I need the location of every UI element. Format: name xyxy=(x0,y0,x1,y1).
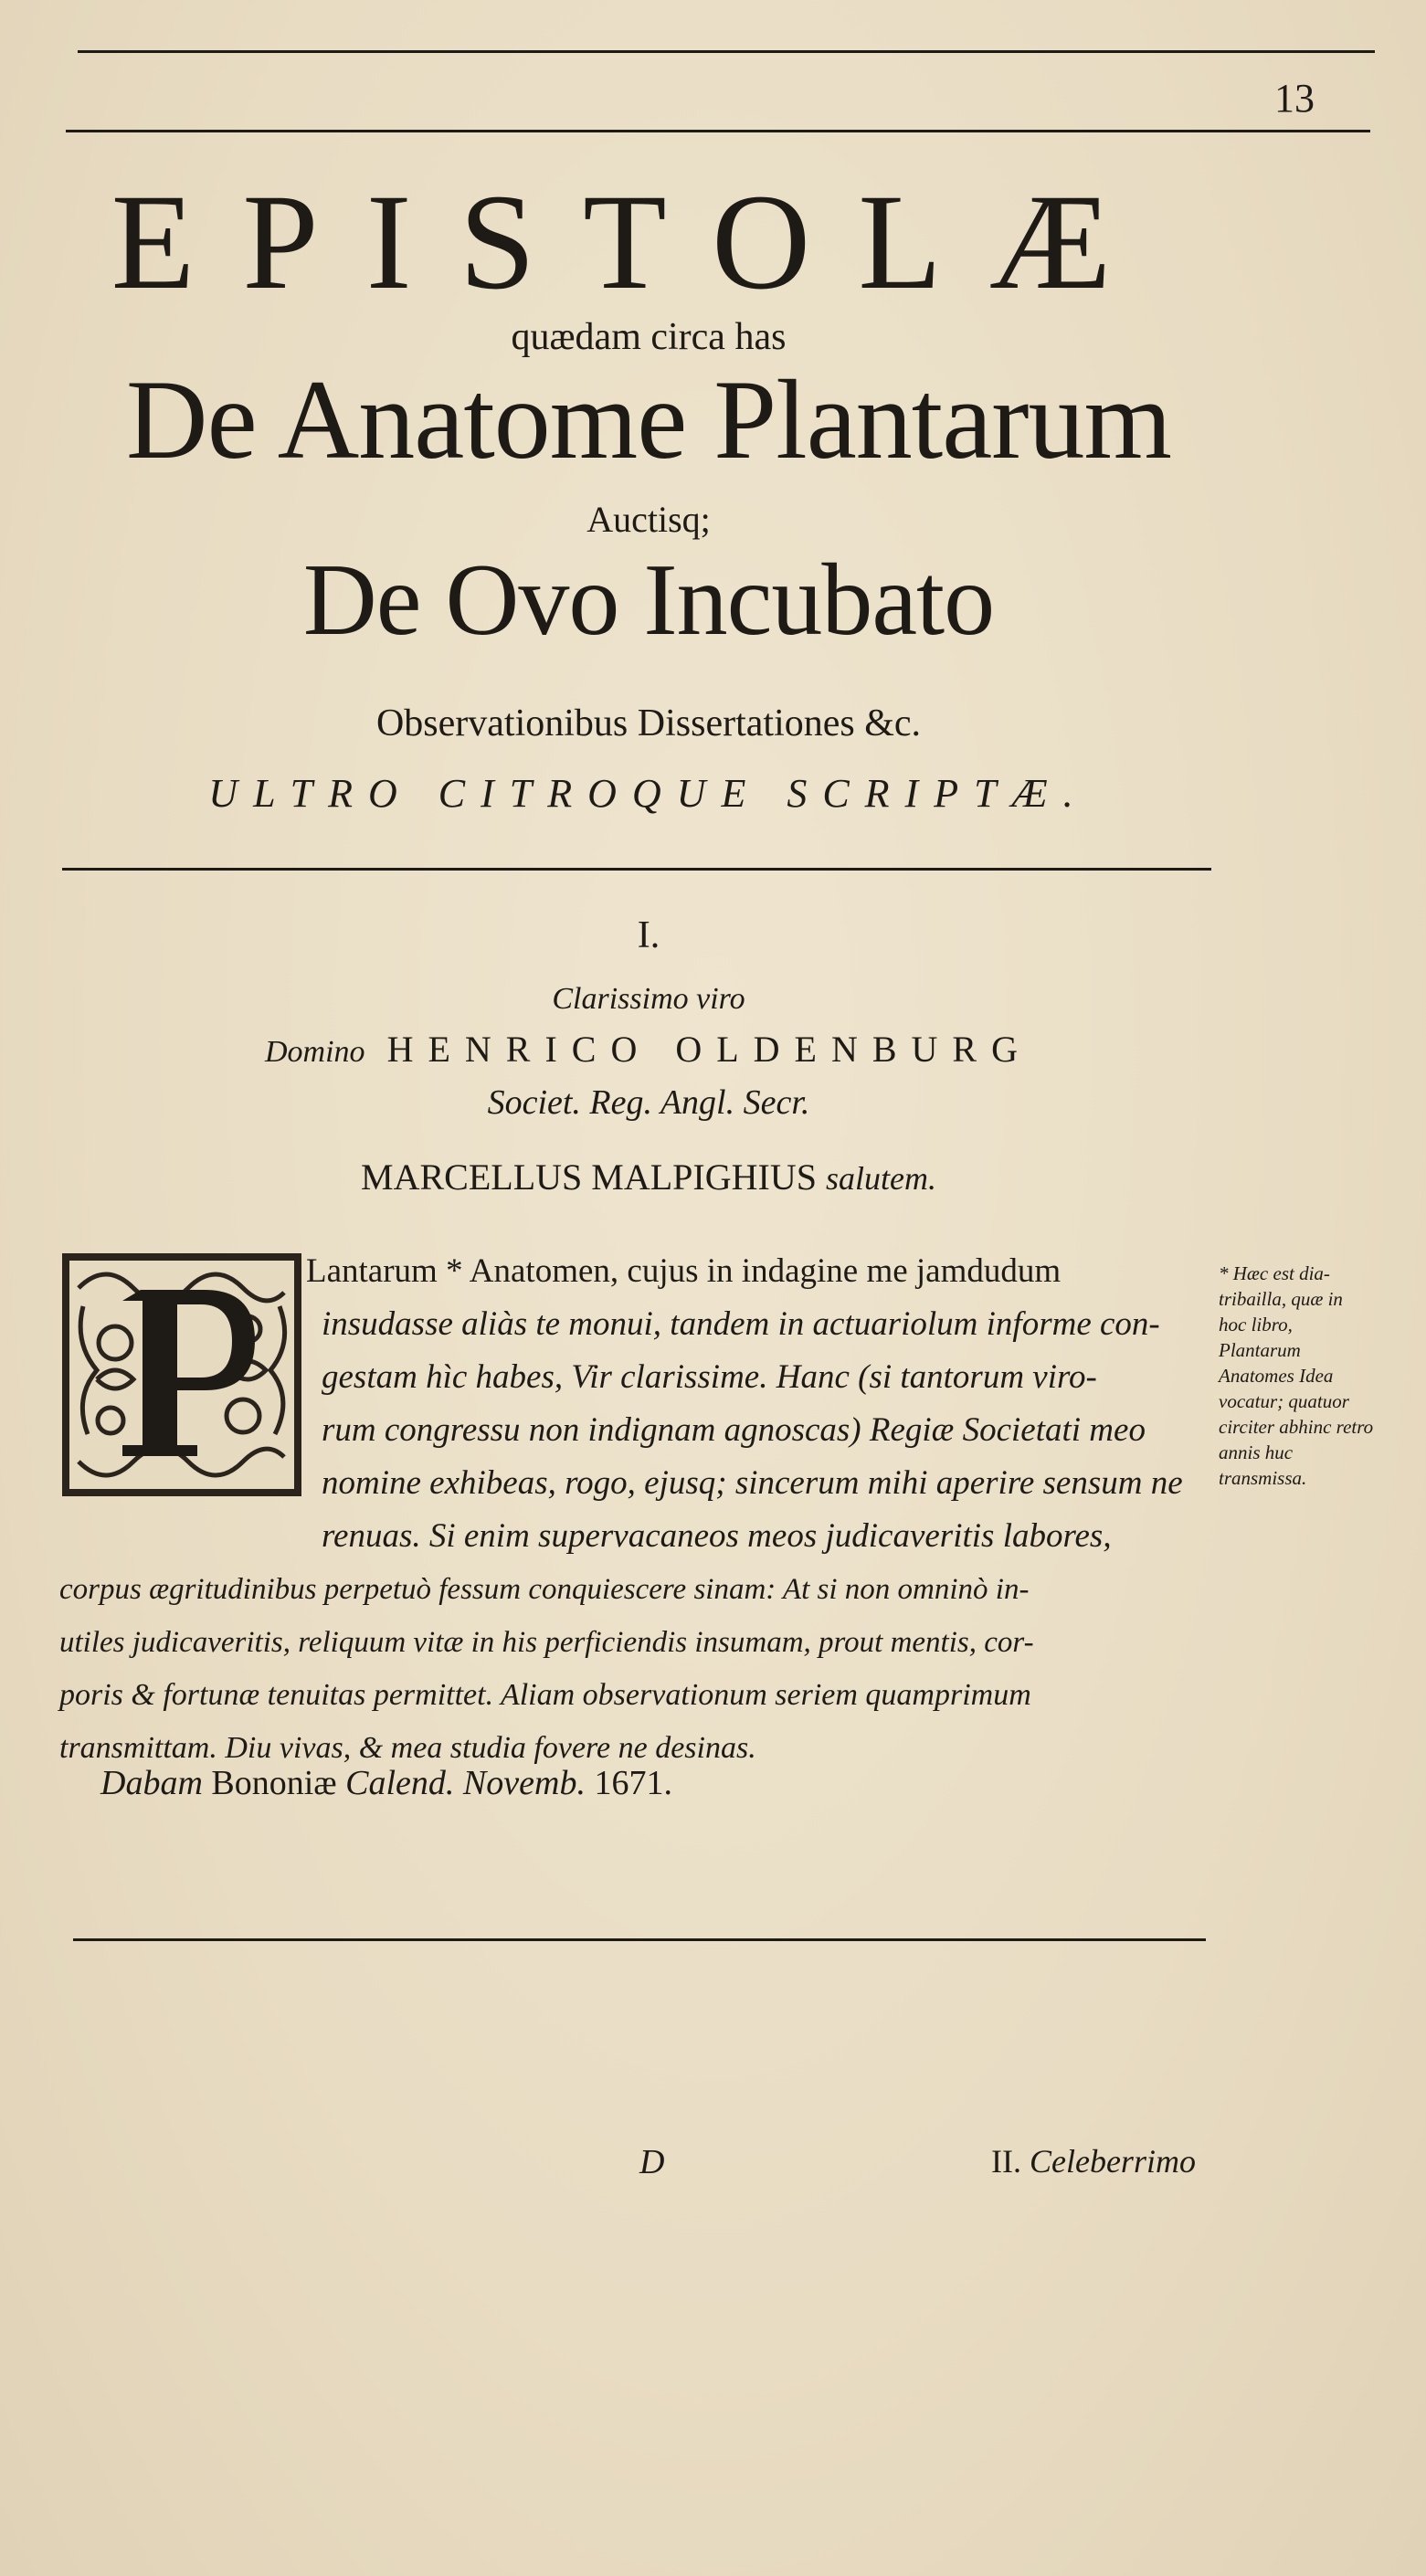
top-rule-upper xyxy=(78,50,1375,53)
catchword xyxy=(991,2142,1196,2180)
letter-numeral: I. xyxy=(637,914,660,956)
decorated-dropcap-p xyxy=(60,1251,303,1498)
title-separator-rule xyxy=(62,868,1211,871)
greeting-name: MARCELLUS MALPIGHIUS xyxy=(361,1156,817,1198)
title-ovo-incubato: De Ovo Incubato xyxy=(302,544,995,657)
body-line-6: renuas. Si enim supervacaneos meos judicaveritis labores, xyxy=(322,1517,1112,1555)
subtitle-ultro-citroque: ULTRO CITROQUE SCRIPTÆ. xyxy=(208,771,1089,816)
title-anatome-plantarum: De Anatome Plantarum xyxy=(126,357,1171,482)
body-line-5: nomine exhibeas, rogo, ejusq; sincerum mihi aperire sensum ne xyxy=(322,1464,1183,1502)
address-name: HENRICO OLDENBURG xyxy=(386,1029,1032,1070)
greeting-line xyxy=(0,1156,1297,1198)
body-line-7: corpus ægritudinibus perpetuò fessum conquiescere sinam: At si non omninò in- xyxy=(59,1573,1030,1606)
signature-mark: D xyxy=(639,2143,665,2181)
date-year: 1671. xyxy=(594,1764,672,1802)
address-line-1: Clarissimo viro xyxy=(552,982,745,1016)
body-line-4: rum congressu non indignam agnoscas) Regiæ Societati meo xyxy=(322,1411,1146,1449)
body-line-8: utiles judicaveritis, reliquum vitæ in his perficiendis insumam, prout mentis, cor- xyxy=(59,1626,1034,1659)
page-number: 13 xyxy=(1274,76,1315,121)
title-epistolae: EPISTOLÆ xyxy=(111,166,1159,318)
catchword-numeral: II. xyxy=(991,2143,1021,2180)
body-line-3: gestam hìc habes, Vir clarissime. Hanc (si tantorum viro- xyxy=(322,1358,1097,1396)
subtitle-auctisq: Auctisq; xyxy=(586,499,711,540)
subtitle-quaedam: quædam circa has xyxy=(511,316,787,358)
date-month: Novemb. xyxy=(462,1764,586,1802)
date-prefix: Dabam xyxy=(100,1764,203,1802)
date-place: Bononiæ xyxy=(211,1764,337,1802)
body-line-9: poris & fortunæ tenuitas permittet. Aliam observationum seriem quamprimum xyxy=(59,1678,1031,1712)
address-prefix: Domino xyxy=(265,1035,365,1069)
marginal-note: * Hæc est dia-tribailla, quæ in hoc libro, Plantarum Anatomes Idea vocatur; quatuor circiter abhinc retro annis huc transmissa. xyxy=(1219,1262,1374,1489)
date-line xyxy=(100,1763,672,1803)
body-line-1: Lantarum * Anatomen, cujus in indagine me jamdudum xyxy=(306,1252,1062,1290)
end-rule xyxy=(73,1938,1206,1941)
address-line-2 xyxy=(0,1028,1297,1071)
body-line-2: insudasse aliàs te monui, tandem in actuariolum informe con- xyxy=(322,1305,1160,1343)
subtitle-observationibus: Observationibus Dissertationes &c. xyxy=(375,702,922,744)
address-line-3: Societ. Reg. Angl. Secr. xyxy=(487,1083,810,1122)
date-middle: Calend. xyxy=(345,1764,455,1802)
body-line-10: transmittam. Diu vivas, & mea studia fovere ne desinas. xyxy=(59,1731,756,1765)
catchword-text: Celeberrimo xyxy=(1029,2143,1196,2180)
greeting-word: salutem. xyxy=(825,1160,936,1197)
top-rule-lower xyxy=(66,130,1370,132)
